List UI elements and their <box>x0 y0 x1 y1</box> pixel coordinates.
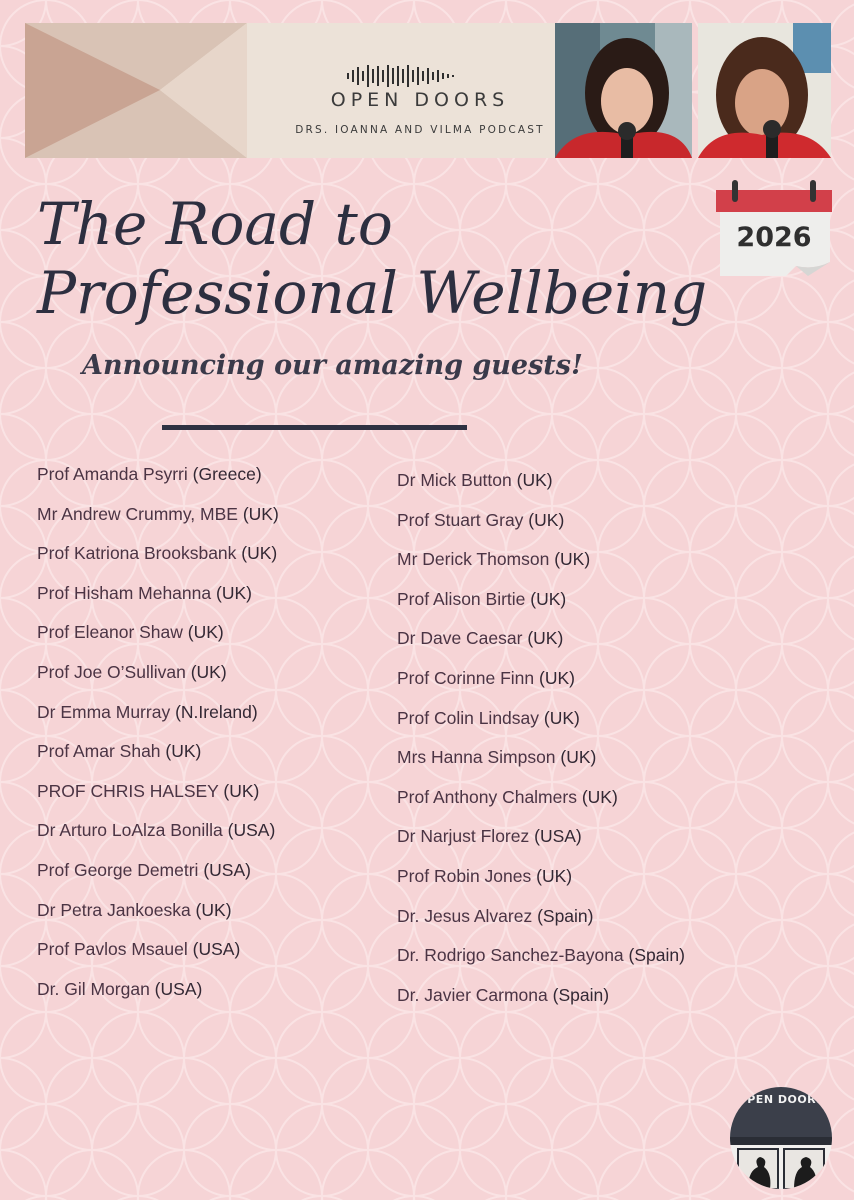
guest-name: PROF CHRIS HALSEY <box>37 780 219 801</box>
guest-name: Mrs Hanna Simpson <box>397 747 556 768</box>
guest-item <box>397 985 685 1025</box>
guest-name: Prof Amar Shah <box>37 741 161 762</box>
guest-item <box>37 939 279 979</box>
guest-country: (UK) <box>549 549 591 570</box>
guest-country: (USA) <box>198 859 251 880</box>
guest-country: (UK) <box>236 543 278 564</box>
guest-list-left <box>37 464 279 1018</box>
guest-country: (UK) <box>185 661 227 682</box>
title-divider <box>162 425 467 430</box>
guest-name: Dr Mick Button <box>397 470 512 490</box>
guest-country: (UK) <box>190 899 232 920</box>
guest-name: Prof Joe O’Sullivan <box>37 661 186 682</box>
logo-title: OPEN DOORS <box>737 1093 825 1106</box>
page-subtitle: Announcing our amazing guests! <box>82 350 583 381</box>
guest-country: (N.Ireland) <box>170 701 258 722</box>
guest-country: (USA) <box>222 820 276 841</box>
guest-item <box>397 747 685 787</box>
guest-item <box>397 549 685 589</box>
guest-item <box>397 708 685 748</box>
guest-country: (UK) <box>539 707 580 728</box>
guest-country: (UK) <box>534 667 575 688</box>
guest-country: (UK) <box>218 780 260 801</box>
guest-country: (Spain) <box>623 945 685 966</box>
guest-country: (UK) <box>211 582 252 603</box>
guest-country: (USA) <box>149 978 203 999</box>
guest-item <box>397 668 685 708</box>
guest-country: (UK) <box>555 747 597 768</box>
guest-name: Dr. Gil Morgan <box>37 978 150 999</box>
guest-name: Prof Pavlos Msauel <box>37 939 188 960</box>
guest-list-right <box>397 470 685 1024</box>
guest-country: (Spain) <box>547 984 610 1005</box>
calendar-icon <box>716 180 832 276</box>
banner-subtitle: DRS. IOANNA AND VILMA PODCAST <box>295 124 545 136</box>
guest-item <box>37 860 279 900</box>
guest-name: Prof Eleanor Shaw <box>37 622 183 643</box>
guest-item <box>37 979 279 1019</box>
guest-name: Dr. Jesus Alvarez <box>397 905 533 926</box>
guest-item <box>397 906 685 946</box>
guest-name: Dr Dave Caesar <box>397 628 523 649</box>
guest-name: Prof Katriona Brooksbank <box>37 543 237 564</box>
guest-item <box>37 583 279 623</box>
guest-country: (Spain) <box>532 905 594 926</box>
guest-country: (UK) <box>237 503 279 524</box>
guest-item <box>37 622 279 662</box>
sound-wave-icon <box>347 65 459 87</box>
guest-name: Dr Arturo LoAlza Bonilla <box>37 820 223 841</box>
guest-item <box>397 866 685 906</box>
guest-item <box>37 900 279 940</box>
podcast-logo <box>730 1087 832 1189</box>
guest-name: Prof Hisham Mehanna <box>37 582 212 603</box>
podcast-banner <box>25 23 555 158</box>
calendar-year: 2026 <box>736 222 812 253</box>
host-photo-vilma <box>698 23 831 158</box>
guest-name: Prof Amanda Psyrri <box>37 464 193 484</box>
guest-name: Prof Anthony Chalmers <box>397 786 577 807</box>
guest-country: (UK) <box>160 741 202 762</box>
guest-item <box>397 787 685 827</box>
host-photo-ioanna <box>555 23 692 158</box>
guest-name: Dr Emma Murray <box>37 701 171 722</box>
guest-item <box>397 510 685 550</box>
guest-item <box>397 826 685 866</box>
guest-country: (UK) <box>182 622 224 643</box>
guest-name: Prof Stuart Gray <box>397 509 524 530</box>
guest-name: Prof Alison Birtie <box>397 588 526 609</box>
guest-country: (USA) <box>529 826 582 847</box>
guest-item <box>37 741 279 781</box>
guest-name: Dr Petra Jankoeska <box>37 899 191 920</box>
guest-item <box>397 470 685 510</box>
guest-name: Dr. Rodrigo Sanchez-Bayona <box>397 945 624 966</box>
guest-name: Dr. Javier Carmona <box>397 984 548 1005</box>
guest-name: Mr Derick Thomson <box>397 549 550 570</box>
guest-item <box>37 464 279 504</box>
guest-country: (UK) <box>576 786 618 807</box>
guest-name: Mr Andrew Crummy, MBE <box>37 503 238 524</box>
guest-name: Prof George Demetri <box>37 859 199 880</box>
guest-item <box>37 504 279 544</box>
guest-country: (UK) <box>523 509 565 530</box>
guest-country: (UK) <box>531 865 573 886</box>
banner-title: OPEN DOORS <box>330 89 510 111</box>
guest-item <box>37 543 279 583</box>
page-title: The Road to Professional Wellbeing <box>37 190 708 327</box>
guest-item <box>37 820 279 860</box>
guest-name: Prof Robin Jones <box>397 865 532 886</box>
guest-country: (Greece) <box>192 464 262 484</box>
guest-name: Prof Corinne Finn <box>397 667 535 688</box>
guest-country: (UK) <box>511 470 553 490</box>
guest-name: Dr Narjust Florez <box>397 826 530 847</box>
guest-country: (UK) <box>525 588 567 609</box>
guest-item <box>37 702 279 742</box>
guest-item <box>397 945 685 985</box>
guest-item <box>37 781 279 821</box>
guest-country: (UK) <box>522 628 564 649</box>
guest-item <box>37 662 279 702</box>
guest-country: (USA) <box>187 939 241 960</box>
guest-item <box>397 589 685 629</box>
guest-name: Prof Colin Lindsay <box>397 707 540 728</box>
guest-item <box>397 628 685 668</box>
